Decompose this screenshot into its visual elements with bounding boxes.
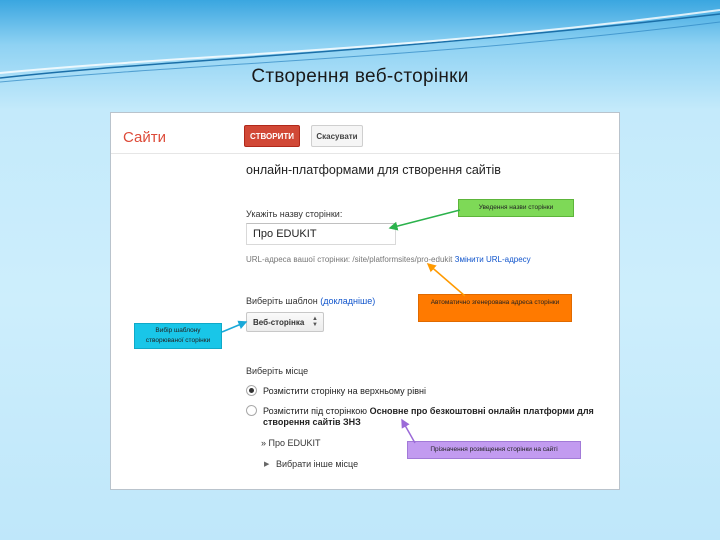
create-button[interactable]: СТВОРИТИ — [244, 125, 300, 147]
slide-title: Створення веб-сторінки — [251, 66, 469, 87]
url-info — [246, 255, 531, 264]
template-select-value: Веб-сторінка — [253, 318, 305, 327]
template-more-link[interactable]: (докладніше) — [320, 296, 376, 306]
option-top-level-label: Розмістити сторінку на верхньому рівні — [263, 386, 426, 396]
change-url-link[interactable]: Змінити URL-адресу — [454, 255, 531, 264]
template-label: Виберіть шаблон — [246, 296, 318, 306]
select-arrows-icon: ▲ ▼ — [312, 316, 318, 328]
callout-page-name: Уведення назви сторінки — [458, 199, 574, 217]
radio-under-page[interactable] — [246, 405, 257, 416]
breadcrumb-item: » Про EDUKIT — [261, 438, 321, 448]
callout-generated-url: Автоматично згенерована адреса сторінки — [418, 294, 572, 322]
template-select[interactable] — [246, 312, 324, 332]
url-prefix: URL-адреса вашої сторінки: /site/platformsites/pro-edukit — [246, 255, 453, 264]
option-under-prefix: Розмістити під сторінкою — [263, 406, 368, 416]
radio-top-level[interactable] — [246, 385, 257, 396]
template-label-row — [246, 296, 375, 306]
app-title: Сайти — [123, 129, 166, 146]
header-divider — [111, 153, 619, 154]
cancel-button[interactable]: Скасувати — [311, 125, 363, 147]
callout-location: Прізначення розміщення сторінки на сайті — [407, 441, 581, 459]
page-subtitle: онлайн-платформами для створення сайтів — [246, 163, 501, 177]
location-label: Виберіть місце — [246, 366, 309, 376]
callout-template: Вибір шаблону створюваної сторінки — [134, 323, 222, 349]
option-under-page-label — [263, 406, 608, 428]
expand-triangle-icon: ▶ — [264, 461, 270, 468]
page-name-label: Укажіть назву сторінки: — [246, 209, 343, 219]
option-under-parent: Основне про безкоштовні онлайн платформи для створення сайтів ЗНЗ — [263, 406, 594, 427]
page-name-input[interactable] — [246, 223, 396, 245]
choose-other-location-link[interactable]: Вибрати інше місце — [276, 459, 359, 469]
